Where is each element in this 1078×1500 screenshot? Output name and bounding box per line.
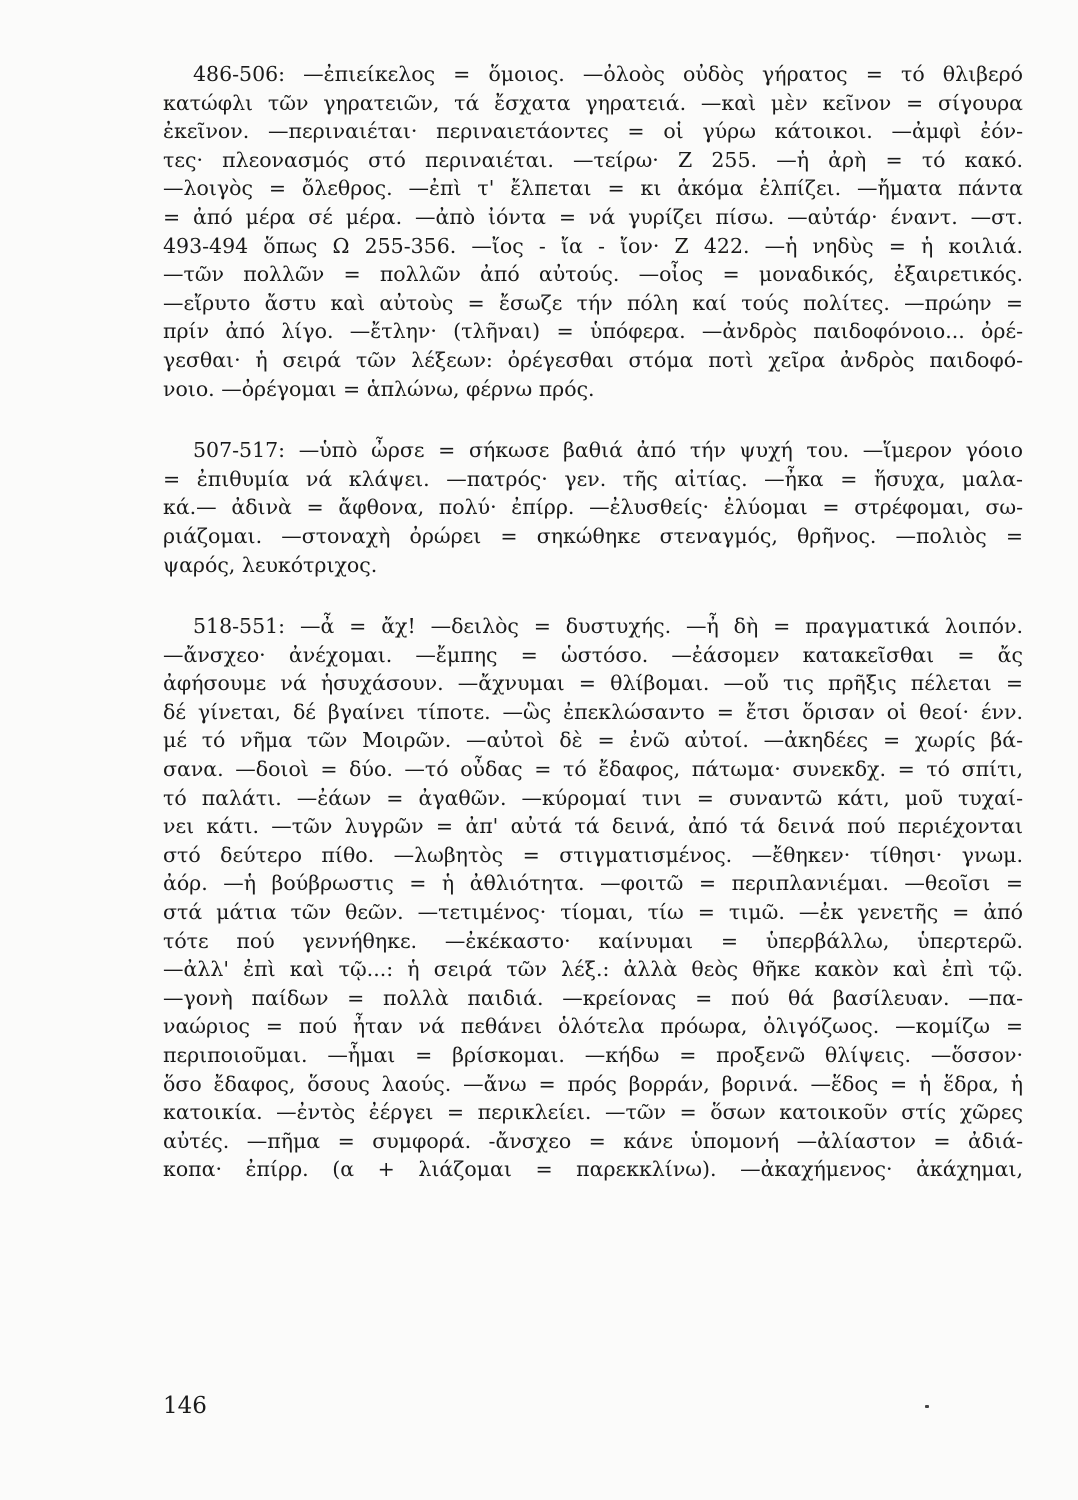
text-line: ὅσο ἔδαφος, ὅσους λαούς. —ἄνω = πρός βορράν, βορινά. —ἕδος = ἡ ἕδρα, ἡ: [163, 1071, 1023, 1096]
text-line: δέ γίνεται, δέ βγαίνει τίποτε. —ὣς ἐπεκλώσαντο = ἔτσι ὅρισαν οἱ θεοί· ένν.: [163, 699, 1023, 724]
text-line: ριάζομαι. —στοναχὴ ὀρώρει = σηκώθηκε στεναγμός, θρῆνος. —πολιὸς =: [163, 523, 1023, 548]
text-line: —ἄνσχεο· ἀνέχομαι. —ἔμπης = ὡστόσο. —ἐάσομεν κατακεῖσθαι = ἄς: [163, 642, 1023, 667]
print-speck: [925, 1405, 929, 1408]
text-line: τότε πού γεννήθηκε. —ἐκέκαστο· καίνυμαι = ὑπερβάλλω, ὑπερτερῶ.: [163, 928, 1023, 953]
text-line: = ἀπό μέρα σέ μέρα. —ἀπὸ ἰόντα = νά γυρίζει πίσω. —αὐτάρ· έναντ. —στ.: [163, 204, 1023, 229]
text-line: —ἀλλ' ἐπὶ καὶ τῷ...: ἡ σειρά τῶν λέξ.: ἀλλὰ θεὸς θῆκε κακὸν καὶ ἐπὶ τῷ.: [163, 957, 1023, 982]
text-line: τες· πλεονασμός στό περιναιέται. —τείρω· Ζ 255. —ἡ ἀρὴ = τό κακό.: [163, 147, 1023, 172]
text-line: τό παλάτι. —ἐάων = ἀγαθῶν. —κύρομαί τινι = συναντῶ κάτι, μοῦ τυχαί-: [163, 785, 1023, 810]
text-line: πρίν ἀπό λίγο. —ἔτλην· (τλῆναι) = ὑπόφερα. —ἀνδρὸς παιδοφόνοιο... ὀρέ-: [163, 319, 1023, 344]
text-line: —λοιγὸς = ὄλεθρος. —ἐπὶ τ' ἔλπεται = κι ἀκόμα ἐλπίζει. —ἤματα πάντα: [163, 176, 1023, 201]
text-line: —γονὴ παίδων = πολλὰ παιδιά. —κρείονας = πού θά βασίλευαν. —πα-: [163, 985, 1023, 1010]
text-line: 507-517: —ὑπὸ ὦρσε = σήκωσε βαθιά ἀπό τήν ψυχή του. —ἵμερον γόοιο: [193, 438, 1023, 463]
paragraph-507-517: [163, 436, 1023, 579]
text-line: κατώφλι τῶν γηρατειῶν, τά ἔσχατα γηρατειά. —καὶ μὲν κεῖνον = σίγουρα: [163, 90, 1023, 115]
text-line: κά.— ἀδινὰ = ἄφθονα, πολύ· ἐπίρρ. —ἐλυσθείς· ἐλύομαι = στρέφομαι, σω-: [163, 495, 1023, 520]
text-line: = ἐπιθυμία νά κλάψει. —πατρός· γεν. τῆς αἰτίας. —ἦκα = ἥσυχα, μαλα-: [163, 466, 1023, 491]
text-line: —τῶν πολλῶν = πολλῶν ἀπό αὐτούς. —οἶος = μοναδικός, ἐξαιρετικός.: [163, 262, 1023, 287]
text-line: —εἴρυτο ἄστυ καὶ αὐτοὺς = ἔσωζε τήν πόλη καί τούς πολίτες. —πρώην =: [163, 290, 1023, 315]
text-line: 486-506: —ἐπιείκελος = ὅμοιος. —ὀλοὸς οὐδὸς γήρατος = τό θλιβερό: [193, 62, 1023, 86]
text-line: κατοικία. —ἐντὸς ἐέργει = περικλείει. —τῶν = ὅσων κατοικοῦν στίς χῶρες: [163, 1100, 1023, 1125]
text-line: ἀόρ. —ἡ βούβρωστις = ἡ ἀθλιότητα. —φοιτῶ = περιπλανιέμαι. —θεοῖσι =: [163, 871, 1023, 896]
text-line: 493-494 ὅπως Ω 255-356. —ἴος - ἴα - ἴον· Ζ 422. —ἡ νηδὺς = ἡ κοιλιά.: [163, 233, 1023, 258]
paragraph-486-506: [163, 60, 1023, 403]
text-line: μέ τό νῆμα τῶν Μοιρῶν. —αὐτοὶ δὲ = ἐνῶ αὐτοί. —ἀκηδέες = χωρίς βά-: [163, 728, 1023, 753]
commentary-text: [163, 60, 1023, 1184]
text-line: ναώριος = πού ἦταν νά πεθάνει ὁλότελα πρόωρα, ὀλιγόζωος. —κομίζω =: [163, 1014, 1023, 1039]
text-line: γεσθαι· ἡ σειρά τῶν λέξεων: ὀρέγεσθαι στόμα ποτὶ χεῖρα ἀνδρὸς παιδοφό-: [163, 347, 1023, 372]
text-line: περιποιοῦμαι. —ἧμαι = βρίσκομαι. —κήδω = προξενῶ θλίψεις. —ὅσσον·: [163, 1043, 1023, 1067]
text-line: ἐκεῖνον. —περιναιέται· περιναιετάοντες = οἱ γύρω κάτοικοι. —ἀμφὶ ἐόν-: [163, 119, 1023, 144]
text-line: νει κάτι. —τῶν λυγρῶν = ἀπ' αὐτά τά δεινά, ἀπό τά δεινά πού περιέχονται: [163, 814, 1023, 839]
text-line: ἀφήσουμε νά ἡσυχάσουν. —ἄχνυμαι = θλίβομαι. —οὔ τις πρῆξις πέλεται =: [163, 671, 1023, 696]
text-line: στά μάτια τῶν θεῶν. —τετιμένος· τίομαι, τίω = τιμῶ. —ἐκ γενετῆς = ἀπό: [163, 900, 1023, 925]
paragraph-518-551: [163, 612, 1023, 1184]
page-number: 146: [163, 1393, 207, 1419]
text-line: αὐτές. —πῆμα = συμφορά. -ἄνσχεο = κάνε ὑπομονή —ἀλίαστον = ἀδιά-: [163, 1128, 1023, 1153]
text-line: κοπα· ἐπίρρ. (α + λιάζομαι = παρεκκλίνω). —ἀκαχήμενος· ἀκάχημαι,: [163, 1157, 1023, 1182]
text-line: σανα. —δοιοὶ = δύο. —τό οὖδας = τό ἔδαφος, πάτωμα· συνεκδχ. = τό σπίτι,: [163, 757, 1023, 782]
text-line: νοιο. —ὀρέγομαι = ἁπλώνω, φέρνω πρός.: [163, 376, 595, 401]
text-line: ψαρός, λευκότριχος.: [163, 552, 378, 577]
text-line: 518-551: —ἆ = ἄχ! —δειλὸς = δυστυχής. —ἦ δὴ = πραγματικά λοιπόν.: [193, 614, 1023, 639]
text-line: στό δεύτερο πίθο. —λωβητὸς = στιγματισμένος. —ἔθηκεν· τίθησι· γνωμ.: [163, 842, 1023, 867]
